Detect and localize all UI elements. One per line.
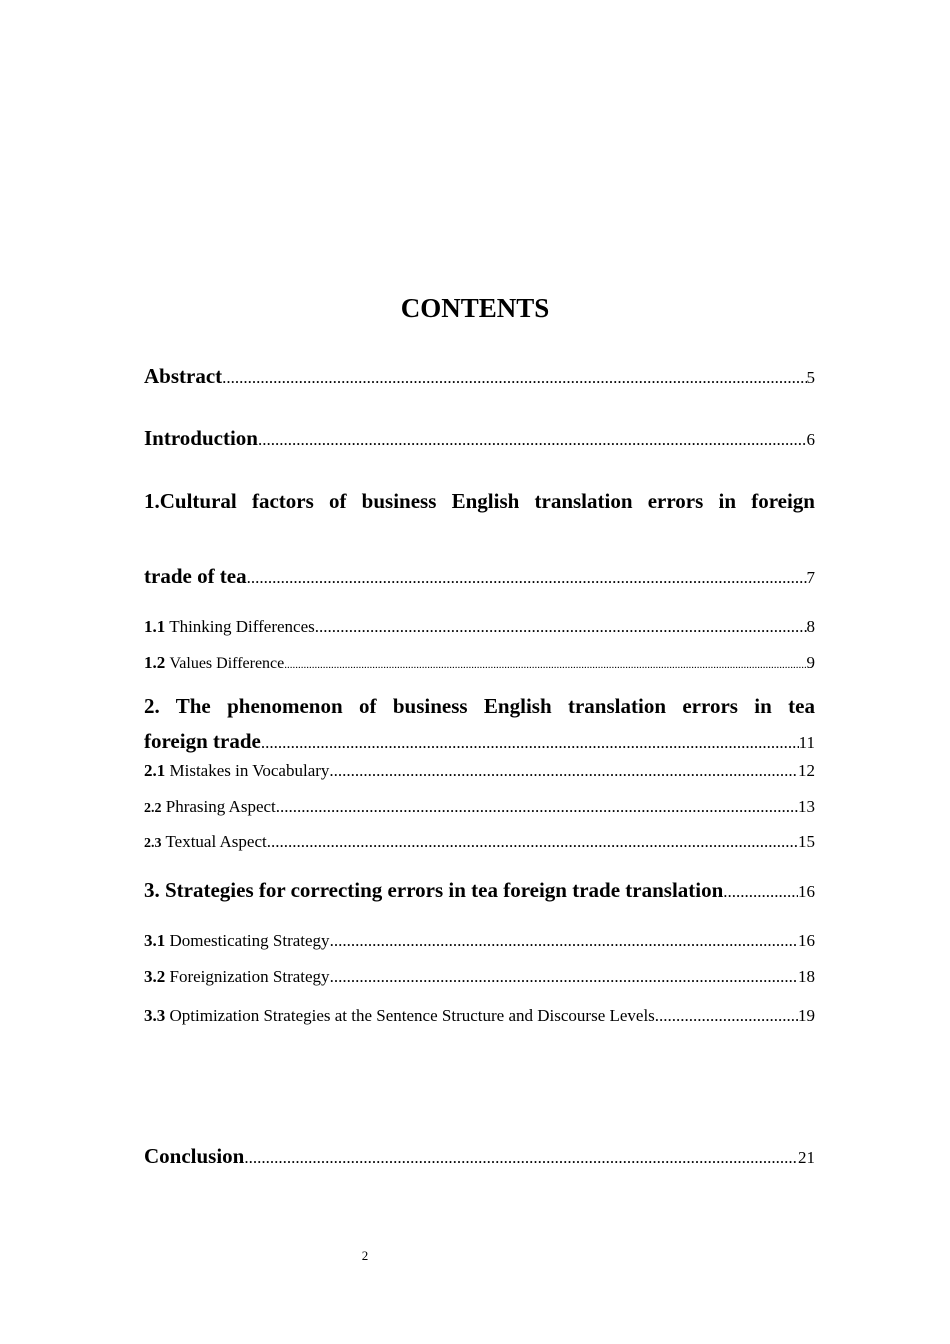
toc-label: Domesticating Strategy (169, 931, 330, 950)
toc-entry-3-3[interactable] (144, 1006, 815, 1026)
leader-dots (247, 568, 807, 588)
toc-label: foreign trade (144, 729, 261, 753)
toc-page-number: 7 (806, 568, 815, 587)
toc-label: Optimization Strategies at the Sentence Structure and Discourse Levels (169, 1006, 655, 1025)
leader-dots (655, 1006, 798, 1026)
toc-entry-1-1[interactable] (144, 617, 815, 637)
leader-dots (330, 967, 798, 987)
toc-label: Mistakes in Vocabulary (169, 761, 330, 780)
toc-entry-s1[interactable] (144, 564, 815, 589)
toc-label: Abstract (144, 364, 223, 388)
toc-entry-2-1[interactable] (144, 761, 815, 781)
toc-page-number: 5 (806, 368, 815, 387)
leader-dots (723, 882, 798, 902)
leader-dots (284, 659, 806, 671)
toc-entry-s3[interactable] (144, 878, 815, 903)
leader-dots (330, 931, 798, 951)
toc-page-number: 13 (798, 797, 815, 816)
leader-dots (222, 368, 806, 388)
toc-page-number: 18 (798, 967, 815, 986)
toc-page-number: 12 (798, 761, 815, 780)
section-number: 2.1 (144, 761, 166, 780)
toc-label: Values Difference (169, 655, 285, 672)
toc-entry-s1-line1[interactable]: 1.Cultural factors of business English translation errors in foreign (144, 489, 815, 513)
toc-page-number: 21 (798, 1148, 815, 1167)
section-number: 3.1 (144, 931, 166, 950)
toc-label: Introduction (144, 426, 258, 450)
toc-label: Foreignization Strategy (169, 967, 330, 986)
toc-page-number: 16 (798, 882, 815, 901)
toc-entry-s2[interactable] (144, 729, 815, 754)
leader-dots (329, 761, 798, 781)
toc-label: 3. Strategies for correcting errors in tea foreign trade translation (144, 878, 724, 902)
toc-label: Conclusion (144, 1144, 245, 1168)
toc-entry-abstract[interactable] (144, 364, 815, 389)
section-number: 1.2 (144, 653, 166, 672)
toc-entry-s2-line1[interactable]: 2. The phenomenon of business English translation errors in tea (144, 694, 815, 718)
leader-dots (244, 1148, 798, 1168)
toc-entry-conclusion[interactable] (144, 1144, 815, 1169)
toc-label: Thinking Differences (169, 617, 315, 636)
toc-entry-2-2[interactable] (144, 797, 815, 817)
toc-page-number: 15 (798, 832, 815, 851)
toc-page-number: 8 (806, 617, 815, 636)
toc-page-number: 19 (798, 1006, 815, 1025)
toc-page-number: 6 (806, 430, 815, 449)
section-number: 3.2 (144, 967, 166, 986)
leader-dots (258, 430, 807, 450)
toc-label: Phrasing Aspect (165, 797, 276, 816)
toc-label: trade of tea (144, 564, 247, 588)
leader-dots (315, 617, 807, 637)
toc-page-number: 16 (798, 931, 815, 950)
toc-entry-introduction[interactable] (144, 426, 815, 451)
toc-page-number: 9 (806, 653, 815, 672)
toc-entry-1-2[interactable] (144, 653, 815, 673)
leader-dots (261, 733, 799, 753)
toc-entry-3-2[interactable] (144, 967, 815, 987)
toc-entry-2-3[interactable] (144, 832, 815, 852)
footer-page-number: 2 (361, 1248, 369, 1263)
leader-dots (276, 797, 798, 817)
toc-label: Textual Aspect (165, 832, 267, 851)
page-title: CONTENTS (400, 293, 550, 323)
toc-entry-3-1[interactable] (144, 931, 815, 951)
section-number: 2.3 (144, 836, 162, 851)
section-number: 3.3 (144, 1006, 166, 1025)
toc-page-number: 11 (798, 733, 815, 752)
section-number: 2.2 (144, 801, 162, 816)
leader-dots (267, 832, 798, 852)
section-number: 1.1 (144, 617, 166, 636)
